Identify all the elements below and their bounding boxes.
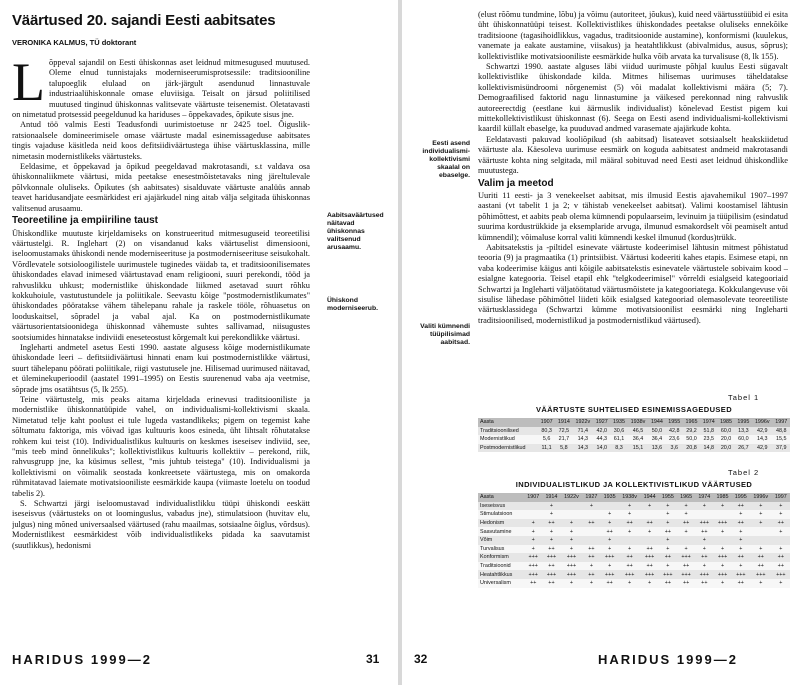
table-cell: +++	[717, 554, 728, 561]
table-cell: +++	[604, 554, 615, 561]
paragraph: S. Schwartzi järgi iseloomustavad individualistlikku tüüpi ühiskondi eeskätt iseseisvus (väärtusteks on ot loominguslus, vabadus jne), stimulatsioon (huvitav elu, julgus) ning mõned universaalsed väärtused (rahu maailmas, sotsiaalne õiglus, võrdsus). Modernistlikest eesmärkidest võib individualistlikeks pidada ka saavutamist (suutlikkus), hedonismi	[12, 499, 310, 550]
table-cell: +	[759, 545, 763, 552]
column-header-cell: 1944	[641, 493, 659, 502]
table-cell: +	[759, 511, 763, 518]
table-cell: +	[759, 502, 763, 509]
section-heading: Teoreetiline ja empiiriline taust	[12, 215, 158, 227]
column-header-cell: 1995	[735, 418, 752, 427]
table-cell: ++	[646, 545, 653, 552]
table-row	[478, 435, 790, 444]
table-cell: +	[531, 545, 535, 552]
row-label-cell: Stimulatsioon	[480, 511, 513, 518]
table-cell: 14,3	[757, 436, 768, 443]
table-cell	[750, 527, 772, 536]
table-2	[478, 493, 790, 588]
table-cell: +++	[663, 571, 673, 578]
table-cell: +	[739, 537, 743, 544]
table-cell: +	[589, 580, 593, 587]
row-label-cell: Heatahtlikkus	[480, 571, 513, 578]
table-cell: 42,9	[757, 445, 768, 452]
table-header-row	[478, 493, 790, 502]
column-header-cell: 1922v	[573, 418, 594, 427]
table-cell: +++	[528, 554, 538, 561]
table-cell: ++	[777, 554, 784, 561]
table-cell	[619, 536, 641, 545]
table-cell: +	[702, 563, 706, 570]
table-cell: +	[702, 502, 706, 509]
table-cell: ++	[682, 520, 690, 527]
table-cell: +	[628, 511, 632, 518]
drop-cap: L	[12, 58, 45, 112]
table-cell: ++	[701, 580, 708, 587]
table-cell: +	[531, 520, 535, 527]
table-cell: +	[648, 580, 652, 587]
column-header-cell: 1955	[666, 418, 683, 427]
left-body-text	[12, 58, 310, 646]
table-cell	[524, 510, 542, 519]
row-header-cell: Aasta	[478, 418, 538, 427]
table-cell: 51,8	[703, 427, 715, 434]
table-cell	[641, 510, 659, 519]
table-cell: 20,0	[720, 445, 732, 452]
table-cell	[713, 510, 731, 519]
table-cell: +	[702, 545, 706, 552]
table-cell: +	[779, 502, 783, 509]
table-cell: 15,1	[632, 445, 644, 452]
table-cell	[582, 510, 600, 519]
table-cell: ++	[588, 554, 595, 561]
table-cell: 23,6	[668, 436, 680, 443]
table-cell: +++	[717, 520, 728, 527]
table-cell: +++	[644, 571, 655, 578]
table-cell: +	[569, 528, 573, 535]
column-header-cell: 1997	[772, 493, 790, 502]
column-header-cell: 1996v	[750, 493, 772, 502]
article-title: Väärtused 20. sajandi Eesti aabitsates	[12, 12, 276, 29]
table-cell: 21,7	[558, 436, 570, 443]
column-header-cell: 1914	[542, 493, 560, 502]
column-header-cell: 1907	[538, 418, 555, 427]
table-cell: ++	[757, 554, 764, 561]
table-row	[478, 536, 790, 545]
table-cell: +++	[644, 554, 655, 561]
table-cell	[641, 536, 659, 545]
table-cell	[561, 502, 583, 511]
row-header-cell: Aasta	[478, 493, 524, 502]
table-cell: +	[684, 528, 688, 535]
table-cell: ++	[664, 580, 671, 587]
table-cell	[524, 502, 542, 511]
table-row	[478, 545, 790, 554]
table-cell: ++	[646, 563, 653, 570]
table-cell: +	[720, 545, 725, 552]
right-body-text	[478, 10, 788, 385]
table-cell: 13,3	[738, 427, 749, 434]
table-cell: +	[628, 502, 632, 509]
table-cell: 23,5	[703, 436, 715, 443]
margin-note: Eesti asend individualismi-kollektivismi skaalal on ebaselge.	[422, 140, 470, 179]
table-cell: +	[720, 502, 725, 509]
table-cell: +	[759, 580, 763, 587]
table-cell: ++	[548, 545, 555, 552]
table-cell: ++	[530, 580, 537, 587]
table-cell: ++	[701, 528, 708, 535]
table-cell: 71,4	[577, 427, 589, 434]
table-cell	[677, 536, 695, 545]
row-label-cell: Võim	[480, 537, 493, 544]
table-cell: 20,0	[720, 436, 732, 443]
table-cell: +	[569, 537, 573, 544]
table-cell: ++	[701, 554, 708, 561]
table-cell: 14,3	[577, 436, 589, 443]
table-cell: 29,2	[686, 427, 697, 434]
table-cell: +	[666, 511, 670, 518]
table-cell: 60,0	[738, 436, 749, 443]
table-cell: ++	[626, 563, 633, 570]
section-heading: Valim ja meetod	[478, 177, 554, 189]
table-cell: ++	[588, 545, 595, 552]
table-cell: +	[666, 520, 670, 527]
column-header-cell: 1997	[773, 418, 790, 427]
row-label-cell: Postmodernistlikud	[480, 445, 526, 452]
table-cell: +	[549, 528, 554, 535]
table-cell: ++	[588, 571, 595, 578]
table-row	[478, 553, 790, 562]
table-cell: 50,0	[651, 427, 663, 434]
column-header-cell: 1935	[601, 493, 619, 502]
row-label-cell: Modernistlikud	[480, 436, 515, 443]
table-cell: 36,4	[632, 436, 644, 443]
table-cell: +++	[566, 563, 577, 570]
table-row	[478, 510, 790, 519]
row-label-cell: Konformism	[480, 554, 509, 561]
paragraph: Eeldasime, et õppekavad ja õpikud peegeldavad makrotasandi, s.t valdava osa ühiskonnaliikmete väärtusi, mida peetakse enesestmõistetavaks ning järeltulevale põlvkonnale oluliseks. Õpikutes (sh aabitsates) sisalduvate väärtuste analüüs annab teavet haridusandjate eesmärkidest eri ajajärkudel ning aitab välja selgitada ühiskonnas valitsenud arusaamu.	[12, 162, 310, 213]
table-cell: ++	[646, 520, 653, 527]
column-header-cell: 1935	[610, 418, 627, 427]
page-number: 31	[366, 652, 380, 666]
table-cell: +	[666, 545, 670, 552]
paragraph: Antud töö valmis Eesti Teadusfondi uurimistoetuse nr 2425 toel. Õiguslik-ratsionaalsele domineerimisele omase väärtuste madal esinemissageduse aabitsates tingis vajaduse käsitleda neid koos defitsiidiväärtustega ühise väärtusklassina, mille nimetasin modernistlikeks väärtusteks.	[12, 120, 310, 161]
table-cell: +	[549, 511, 554, 518]
left-page	[0, 0, 398, 685]
table-cell: ++	[548, 520, 555, 527]
table-cell: 26,7	[738, 445, 749, 452]
table-2-title: INDIVIDUALISTLIKUD JA KOLLEKTIVISTLIKUD VÄÄRTUSED	[515, 480, 753, 489]
table-cell: ++	[757, 563, 764, 570]
table-cell: +	[549, 502, 554, 509]
column-header-cell: 1965	[683, 418, 700, 427]
table-cell: 13,6	[651, 445, 663, 452]
table-cell: +	[779, 545, 783, 552]
table-1-title: VÄÄRTUSTE SUHTELISED ESINEMISSAGEDUSED	[535, 405, 733, 414]
right-page	[402, 0, 800, 685]
table-cell: 30,6	[613, 427, 625, 434]
row-label-cell: Universalism	[480, 580, 511, 587]
table-cell: +	[648, 502, 652, 509]
table-row	[478, 444, 790, 453]
margin-note: Aabitsaväärtused näitavad ühiskonnas valitsenud arusaamu.	[327, 212, 384, 251]
table-row	[478, 579, 790, 588]
column-header-cell: 1955	[659, 493, 677, 502]
table-cell: ++	[682, 563, 690, 570]
row-label-cell: Saavutamine	[480, 528, 512, 535]
table-cell: ++	[737, 502, 744, 509]
table-cell: ++	[626, 520, 633, 527]
table-cell: +++	[546, 554, 557, 561]
table-cell: +++	[756, 571, 766, 578]
table-cell: ++	[626, 554, 633, 561]
table-cell: +	[589, 502, 593, 509]
table-cell: ++	[664, 528, 671, 535]
table-cell: 61,1	[613, 436, 625, 443]
column-header-cell: 1938v	[628, 418, 649, 427]
journal-footer: HARIDUS 1999—2	[598, 652, 738, 667]
table-row	[478, 562, 790, 571]
column-header-cell: 1995	[732, 493, 750, 502]
table-cell: ++	[737, 520, 744, 527]
table-cell: ++	[737, 554, 744, 561]
table-cell: ++	[548, 563, 555, 570]
table-cell: 5,8	[560, 445, 568, 452]
column-header-cell: 1985	[717, 418, 734, 427]
table-cell: +	[628, 528, 632, 535]
table-cell: 14,3	[577, 445, 589, 452]
table-cell: 14,8	[703, 445, 715, 452]
table-cell: +	[739, 545, 743, 552]
column-header-cell: 1974	[700, 418, 717, 427]
table-1	[478, 418, 790, 452]
table-row	[478, 570, 790, 579]
margin-note: Ühiskond moderniseerub.	[327, 297, 378, 312]
column-header-cell: 1974	[695, 493, 713, 502]
paragraph: Ingleharti andmetel asetus Eesti 1990. aastate algusess kõige modernistlikumate ühiskondade leeri – defitsiidiväärtusi hinnati enam kui postmodernistlikke väärtusi, suurt tähelepanu pöörati poliitikale, riigi vastutusele jne. Hilisemad uurimused näitavad, et üleminekuperioodil (aastatel 1991–1995) on Eestis suurenenud vaba aja veetmise, sõprade jms osatähtsus (5, lk 255).	[12, 342, 310, 394]
table-cell: +++	[699, 520, 710, 527]
table-cell: +	[608, 520, 612, 527]
table-cell: +	[759, 520, 763, 527]
table-cell: ++	[588, 520, 595, 527]
table-cell: +++	[546, 571, 557, 578]
column-header-cell: 1938v	[619, 493, 641, 502]
table-cell: +	[589, 563, 593, 570]
table-cell: +	[569, 580, 573, 587]
column-header-cell: 1927	[593, 418, 610, 427]
table-cell	[601, 502, 619, 511]
paragraph: (elust rõõmu tundmine, lõbu) ja võimu (autoriteet, jõukus), kuid need väärtusstüübid ei esita üht ühiskonnatüüpi teisest. Kollektivistlikes ühiskondades peetakse oluliseks ennekõike traditsioone (tagasihoidlikkus, vagadus, traditsioonide austamine), konformismi (kuulekus, vanemate ja eakate austamine, viisakus) ja heatahtlikkust (abivalmidus, ausus, sõprus); kollektivistlike motivatsiooniliste eesmärkide hulka võib arvata ka turvalisuse (8, lk 155).	[478, 10, 788, 61]
table-cell: 50,0	[686, 436, 697, 443]
table-cell: 42,8	[668, 427, 680, 434]
table-cell: +	[531, 537, 535, 544]
table-1-label: Tabel 1	[728, 393, 760, 402]
table-cell: 46,5	[632, 427, 644, 434]
table-cell: +	[666, 537, 670, 544]
table-cell	[582, 527, 600, 536]
table-cell: +++	[528, 571, 538, 578]
paragraph: Uuriti 11 eesti- ja 3 venekeelset aabitsat, mis ilmusid Eestis ajavahemikul 1907–1997 aastani (vt tabelit 1 ja 2; v tähistab venekeelset aabitsat). Valimi koostamisel lähtusin põhimõttest, et aabits peab olema kümnendi populaarseim, levinuim ja tüüpilisim (esindatud suurima kordustrükkide ja eksemplaride arvuga, ilmunud esmakordselt või peamiselt antud kümnendil); võimaluse korral valiti kümnendi keskel ilmunud (kordus)trükk.	[478, 190, 788, 242]
table-cell: +	[569, 545, 573, 552]
table-cell: +	[684, 502, 688, 509]
paragraph: Aabitsatekstis ja -piltidel esinevate väärtuste kodeerimisel lähtusin mitmest põhistatud teooria (9) ja pragmaatika (1) printsiibist. Väärtusi kodeeriti kahes etapis. Esimese etapi, nn vaba kodeerimise käigus anti kõigile aabitsatekstis esinevatele väärtustele sobivaim kood – esialgne kategooria. Teisel etapil ehk "telgkodeerimisel" võrreldi esialgseid kategooriaid Schwartzi ja Ingleharti väljatöötatud väärtusmõistete ja kategooriatega. Kokkulangevuse või sisulise lähedase põhimõttel liideti kõik esialgsed kategooriad olemasolevate teoreetiliste väärtusklassidega (Schwartzi kümme motivatsioonilist eesmärki ning Ingleharti traditsioonilised, modernistlikud ja postmodernistlikud väärtused).	[478, 242, 788, 325]
table-cell: 3,6	[670, 445, 678, 452]
table-cell: +	[720, 580, 725, 587]
table-cell: 20,8	[686, 445, 697, 452]
table-cell: +	[666, 502, 670, 509]
column-header-cell: 1996v	[752, 418, 773, 427]
table-cell	[750, 536, 772, 545]
table-cell	[582, 536, 600, 545]
table-cell: ++	[606, 580, 613, 587]
table-cell: 48,8	[776, 427, 787, 434]
table-cell: +	[666, 563, 670, 570]
table-cell: +	[739, 511, 743, 518]
journal-footer: HARIDUS 1999—2	[12, 652, 152, 667]
table-cell: +++	[566, 554, 577, 561]
table-cell: +++	[624, 571, 635, 578]
table-cell: +	[684, 545, 688, 552]
table-cell: ++	[548, 580, 555, 587]
table-cell: +++	[528, 563, 538, 570]
table-cell: ++	[606, 528, 613, 535]
table-cell: +	[779, 511, 783, 518]
table-cell: +	[628, 545, 632, 552]
table-cell: 14,0	[596, 445, 608, 452]
table-cell: +++	[699, 571, 710, 578]
table-2-label: Tabel 2	[728, 468, 760, 477]
column-header-cell: 1985	[713, 493, 731, 502]
table-cell: ++	[664, 554, 671, 561]
table-cell: +	[531, 528, 535, 535]
table-cell	[772, 536, 790, 545]
table-cell: +	[648, 528, 652, 535]
table-cell: +	[702, 537, 706, 544]
column-header-cell: 1944	[648, 418, 665, 427]
table-cell: 44,3	[596, 436, 608, 443]
row-label-cell: Iseseisvus	[480, 502, 506, 509]
table-cell	[561, 510, 583, 519]
table-cell: +++	[717, 571, 728, 578]
table-cell: ++	[737, 580, 744, 587]
table-cell: 36,4	[651, 436, 663, 443]
table-cell: ++	[682, 580, 690, 587]
table-cell: +++	[566, 571, 577, 578]
table-cell: ++	[777, 563, 784, 570]
table-cell: 37,9	[776, 445, 787, 452]
table-cell: +	[608, 537, 612, 544]
table-cell: 42,0	[596, 427, 608, 434]
table-cell: +	[549, 537, 554, 544]
table-cell: 5,6	[542, 436, 551, 443]
table-cell: +	[569, 520, 573, 527]
table-cell: 11,1	[541, 445, 552, 452]
table-cell: 8,3	[615, 445, 623, 452]
table-cell: +	[608, 545, 612, 552]
table-cell: +	[720, 528, 725, 535]
table-cell: +++	[681, 554, 691, 561]
table-cell: +	[739, 528, 743, 535]
table-cell	[713, 536, 731, 545]
table-cell: +	[739, 563, 743, 570]
table-cell: +++	[604, 571, 615, 578]
table-row	[478, 519, 790, 528]
row-label-cell: Turvalisus	[480, 545, 505, 552]
margin-note: Valiti kümnendi tüüpilisimad aabitsad.	[420, 323, 470, 346]
row-label-cell: Traditsioonilised	[480, 427, 519, 434]
table-cell: 15,5	[776, 436, 787, 443]
column-header-cell: 1907	[524, 493, 542, 502]
page-number: 32	[414, 652, 428, 666]
table-cell: +	[684, 511, 688, 518]
column-header-cell: 1922v	[561, 493, 583, 502]
column-header-cell: 1927	[582, 493, 600, 502]
table-cell: 72,5	[558, 427, 570, 434]
intro-paragraph: Lõppeval sajandil on Eesti ühiskonnas aset leidnud mitmesugused muutused. Oleme elnud tunnistajaks moderniseerumisprotsessile: traditsiooniline talupoeglik elulaad on järk-järgult asendunud linnastuvale industriaalühiskonnale omase eluviisiga. Teisalt on järsud poliitilised muutused tinginud ühiskonnas valitsevate väärtuste teisenemist. Oletatavasti on nimetatud protsessid peegeldunud ka hariduses – õppekavades, õpikute sisus jne.	[12, 58, 310, 120]
table-cell: +	[608, 511, 612, 518]
table-cell: 80,3	[541, 427, 552, 434]
table-cell: +++	[681, 571, 691, 578]
table-cell: ++	[777, 520, 784, 527]
table-cell: +	[608, 563, 612, 570]
row-label-cell: Hedonism	[480, 520, 505, 527]
table-cell: 60,0	[720, 427, 732, 434]
table-cell: +++	[736, 571, 746, 578]
row-label-cell: Traditsioonid	[480, 563, 511, 570]
table-cell	[695, 510, 713, 519]
table-cell: +	[628, 580, 632, 587]
table-cell: +	[779, 528, 783, 535]
table-cell: +++	[776, 571, 786, 578]
table-cell: +	[720, 563, 725, 570]
paragraph: Ühiskondlike muutuste kirjeldamiseks on konstrueeritud mitmesuguseid teoreetilisi väärtustelgi. R. Inglehart (2) on visandanud kaks väärtuselist dimensiooni, iseloomustamaks ühiskondi nende moderniseerituse ja postmoderniseerituse seisukohalt. Võrdlevatele sotsioloogilistele uurimustele tuginedes väidab ta, et traditsioonilisemates ühiskondades elavad inimesed väärtustavad enam religiooni, suuri perekondi, tööd ja rahvuslikku uhkust; modernistlike ühiskondade liikmed asetavad suurt rõhku kokkuhoiule, vastutustundele ja poliitikale. Seevastu kõige "postmodernistlikumates" ühiskondades pööratakse vähem tähelepanu rahale ja raskele tööle, rõhuasetus on looduskaitsel, sõpradel ja vabal ajal. Ka on postmodernistlikumate väärtusorientatsioonidega ühiskonnad vähemuste suhtes sallivamad, niisugustes sootsiumides hinnatakse indiviidi eneseteostust kõrgemalt kui perekondlikke väärtusi.	[12, 228, 310, 342]
table-cell: +	[779, 580, 783, 587]
paragraph: Eeldatavasti pakuvad kooliõpikud (sh aabitsad) lisateavet sotsiaalselt heakskiidetud väärtuste ala. Käesoleva uurimuse eesmärk on koguda aabitsatest andmeid makrotasandi väärtuste kohta ning selgitada, mil määral sobituvad need Eesti aset leidnud ühiskondlike muutustega.	[478, 134, 788, 176]
table-row	[478, 427, 790, 436]
table-header-row	[478, 418, 790, 427]
author-line: VERONIKA KALMUS, TÜ doktorant	[12, 38, 137, 47]
column-header-cell: 1965	[677, 493, 695, 502]
column-header-cell: 1914	[555, 418, 572, 427]
paragraph: Schwartzi 1990. aastate alguses läbi viidud uurimuste põhjal kuulus Eesti sügavalt kollektivistlike ühiskondade kilda. Mitmes hilisemas uurimuses täheldatakse kollektivismisündroomi nõrgenemist (5) või madalat kollektivismi määra (5; 7). Demograafilised faktorid nagu linnastumine ja väikesed perekonnad ning rahvuslik autoreerectdig (eestlane kui äärmuslik individualist) kõnelevad Eestist pigem kui mittekollektivistlikust ühiskonnast (6). Seega on Eesti asend individualismi-kollektivismi kaardil küllalt ebaselge, ka puuduvad andmed varasemate ajajärkude kohta.	[478, 62, 788, 134]
table-row	[478, 527, 790, 536]
table-cell: 42,9	[757, 427, 768, 434]
table-row	[478, 502, 790, 511]
paragraph: Teine väärtustelg, mis peaks aitama kirjeldada erinevusi traditsiooniliste ja modernistlike ühiskonnatüüpide vahel, on individualismi-kollektivismi skaala. Nimetatud telje kaht poolust ei tule lugeda vastandlikeks; pigem on tegemist kahe sõltumatu faktoriga, mis võivad igas kultuuris koos esineda, üht lihtsalt rõhutatakse rohkem kui teist (10). Individualistlikus kultuuris on keskmes iseseisev indiviid, see, "mis teeb mind õnnelikuks"; kollektivistlikus kultuuris kollektiiv – perekond, riik, rahvusgrupp jne, ka küsimus sellest, "mis juhtub teistega" (10). Individualismi ja kollektivismi on võimalik seostada konkreetsete väärtustega, mis on omakorda rühmitatavad laiemate motivatsiooniliste eesmärkide kaupa (viimaste loetelu on toodud tabelis 2).	[12, 395, 310, 498]
